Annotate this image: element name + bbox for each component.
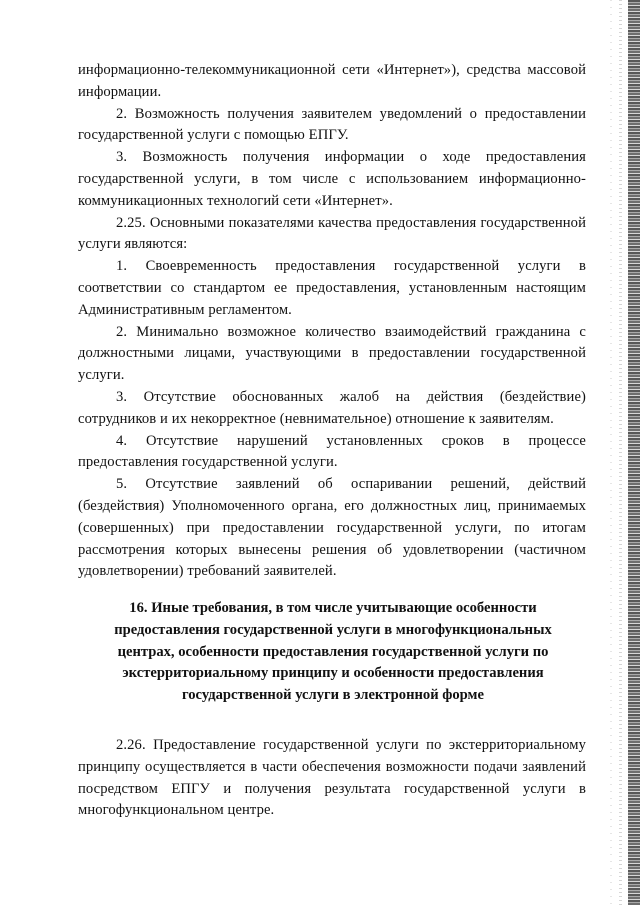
paragraph-3: 3. Возможность получения информации о ходе предоставления государственной услуги, в том числе с использованием информационно-коммуникационных технологий сети «Интернет». bbox=[78, 149, 586, 209]
scan-edge-noise bbox=[619, 0, 622, 905]
heading-line-2: предоставления государственной услуги в многофункциональных bbox=[114, 621, 552, 638]
quality-item-3: 3. Отсутствие обоснованных жалоб на действия (бездействие) сотрудников и их некорректное (невнимательное) отношение к заявителям. bbox=[78, 388, 586, 427]
paragraph-continuation: информационно-телекоммуникационной сети «Интернет»), средства массовой информации. bbox=[78, 62, 586, 100]
body-text-upper bbox=[78, 60, 586, 583]
paragraph-2: 2. Возможность получения заявителем уведомлений о предоставлении государственной услуги с помощью ЕПГУ. bbox=[78, 105, 586, 144]
section-16-heading bbox=[92, 598, 574, 707]
quality-item-1: 1. Своевременность предоставления государственной услуги в соответствии со стандартом ее предоставления, установленным настоящим Административным регламентом. bbox=[78, 258, 586, 318]
heading-line-5: государственной услуги в электронной форме bbox=[182, 687, 484, 704]
heading-line-4: экстерриториальному принципу и особенности предоставления bbox=[122, 665, 544, 682]
quality-item-4: 4. Отсутствие нарушений установленных сроков в процессе предоставления государственной услуги. bbox=[78, 432, 586, 471]
quality-item-2: 2. Минимально возможное количество взаимодействий гражданина с должностными лицами, участвующими в предоставлении государственной услуги. bbox=[78, 323, 586, 384]
paragraph-2-25: 2.25. Основными показателями качества предоставления государственной услуги являются: bbox=[78, 214, 586, 253]
heading-line-1: 16. Иные требования, в том числе учитывающие особенности bbox=[129, 600, 537, 616]
paragraph-2-26: 2.26. Предоставление государственной услуги по экстерриториальному принципу осуществляется в части обеспечения возможности подачи заявлений посредством ЕПГУ и получения результата государственной услуги в многофункциональном центре. bbox=[78, 737, 586, 819]
body-text-lower bbox=[78, 735, 586, 822]
quality-item-5: 5. Отсутствие заявлений об оспаривании решений, действий (бездействия) Уполномоченного органа, его должностных лиц, принимаемых (совершенных) при предоставлении государственной услуги, по итогам рассмотрения которых вынесены решения об удовлетворении (частичном удовлетворении) требований заявителей. bbox=[78, 476, 586, 580]
heading-line-3: центрах, особенности предоставления государственной услуги по bbox=[117, 643, 549, 660]
scan-edge-shadow bbox=[628, 0, 640, 905]
scan-edge-noise-faint bbox=[610, 0, 612, 905]
